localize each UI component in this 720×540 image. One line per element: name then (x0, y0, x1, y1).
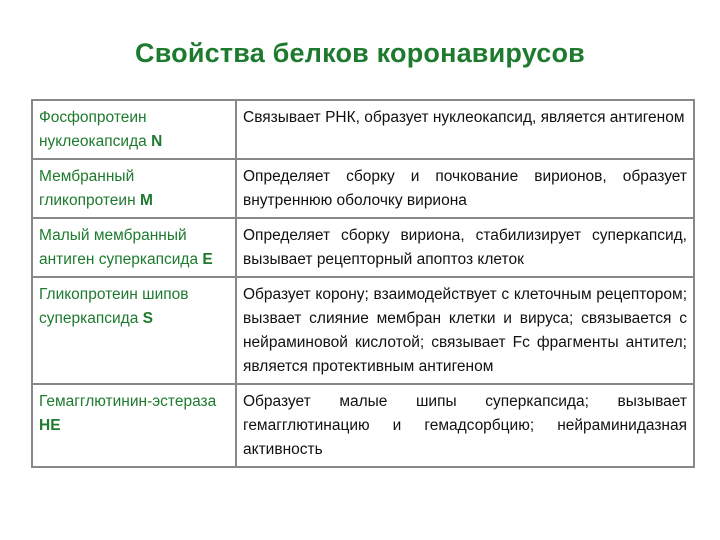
protein-description: Образует малые шипы суперкапсида; вызывает гемагглютинацию и гемадсорбцию; нейраминидазная активность (236, 384, 694, 467)
protein-name: Малый мембранный антиген суперкапсида (39, 227, 199, 268)
protein-name-cell (32, 277, 236, 384)
protein-name: Фосфопротеин нуклеокапсида (39, 109, 147, 150)
protein-abbr: E (202, 251, 213, 268)
protein-abbr: HE (39, 417, 61, 434)
table-row (32, 100, 694, 159)
protein-name: Гемагглютинин-эстераза (39, 393, 217, 410)
protein-abbr: N (151, 133, 163, 150)
table-row (32, 218, 694, 277)
protein-name-cell (32, 218, 236, 277)
protein-properties-table (31, 99, 695, 468)
page-title: Свойства белков коронавирусов (135, 38, 585, 68)
protein-description: Определяет сборку вириона, стабилизирует суперкапсид, вызывает рецепторный апоптоз клеток (236, 218, 694, 277)
protein-description: Определяет сборку и почкование вирионов, образует внутреннюю оболочку вириона (236, 159, 694, 218)
protein-name-cell (32, 384, 236, 467)
table-row (32, 159, 694, 218)
protein-description: Образует корону; взаимодействует с клеточным рецептором; вызвает слияние мембран клетки и вируса; связывается с нейраминовой кислотой; связывает Fc фрагменты антител; является протективным антигеном (236, 277, 694, 384)
protein-name: Гликопротеин шипов суперкапсида (39, 286, 189, 327)
protein-abbr: M (139, 192, 153, 209)
protein-abbr: S (142, 310, 153, 327)
table-row (32, 277, 694, 384)
protein-name: Мембранный гликопротеин (39, 168, 136, 209)
table-row (32, 384, 694, 467)
protein-description: Связывает РНК, образует нуклеокапсид, является антигеном (236, 100, 694, 159)
protein-name-cell (32, 159, 236, 218)
protein-name-cell (32, 100, 236, 159)
